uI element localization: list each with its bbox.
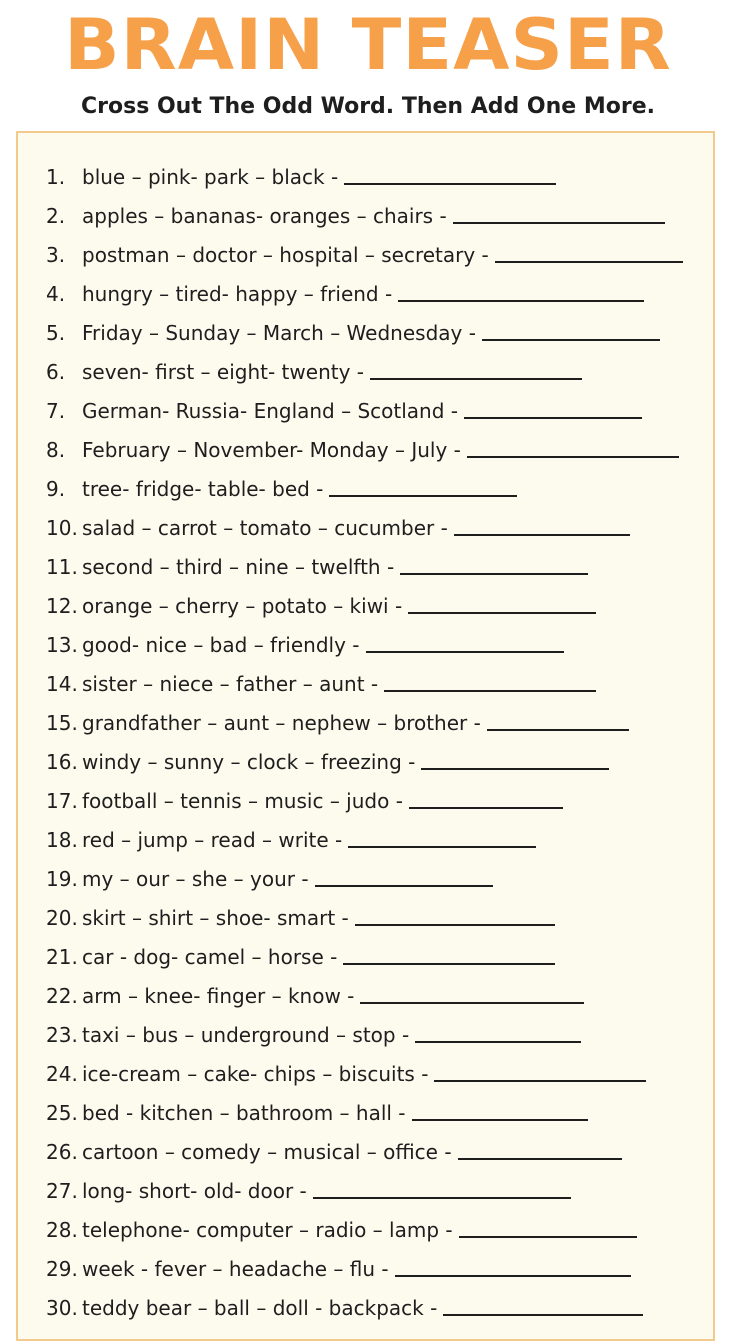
item-words: orange – cherry – potato – kiwi - [82,593,403,618]
item-number: 13. [46,632,78,657]
item-words: taxi – bus – underground – stop - [82,1022,410,1047]
answer-blank[interactable] [459,1236,637,1238]
list-item [46,742,609,781]
item-number: 30. [46,1295,78,1320]
answer-blank[interactable] [360,1002,584,1004]
item-words: Friday – Sunday – March – Wednesday - [82,320,476,345]
item-words: grandfather – aunt – nephew – brother - [82,710,481,735]
item-words: week - fever – headache – flu - [82,1256,389,1281]
answer-blank[interactable] [408,612,596,614]
answer-blank[interactable] [458,1158,622,1160]
item-number: 12. [46,593,78,618]
answer-blank[interactable] [343,963,555,965]
answer-blank[interactable] [370,378,582,380]
list-item [46,547,588,586]
item-words: red – jump – read – write - [82,827,343,852]
worksheet-instructions: Cross Out The Odd Word. Then Add One More. [81,94,655,119]
list-item [46,391,642,430]
answer-blank[interactable] [443,1314,643,1316]
list-item [46,274,644,313]
item-words: telephone- computer – radio – lamp - [82,1217,453,1242]
item-words: German- Russia- England – Scotland - [82,398,458,423]
item-words: hungry – tired- happy – friend - [82,281,393,306]
item-words: February – November- Monday – July - [82,437,461,462]
item-words: ice-cream – cake- chips – biscuits - [82,1061,429,1086]
answer-blank[interactable] [434,1080,646,1082]
answer-blank[interactable] [395,1275,631,1277]
item-number: 29. [46,1256,78,1281]
item-number: 4. [46,281,66,306]
item-words: sister – niece – father – aunt - [82,671,379,696]
item-words: second – third – nine – twelfth - [82,554,395,579]
list-item [46,1288,643,1327]
list-item [46,1171,571,1210]
item-number: 21. [46,944,78,969]
item-number: 6. [46,359,66,384]
item-number: 2. [46,203,66,228]
list-item [46,1132,622,1171]
item-number: 14. [46,671,78,696]
answer-blank[interactable] [454,534,630,536]
list-item [46,976,584,1015]
answer-blank[interactable] [384,690,596,692]
answer-blank[interactable] [409,807,563,809]
item-number: 15. [46,710,78,735]
list-item [46,937,555,976]
answer-blank[interactable] [355,924,555,926]
item-words: seven- first – eight- twenty - [82,359,364,384]
list-item [46,1015,581,1054]
answer-blank[interactable] [467,456,679,458]
list-item [46,1249,631,1288]
item-number: 3. [46,242,66,267]
answer-blank[interactable] [315,885,493,887]
list-item [46,1054,646,1093]
list-item [46,1093,588,1132]
item-number: 9. [46,476,66,501]
item-number: 25. [46,1100,78,1125]
answer-blank[interactable] [313,1197,571,1199]
item-words: teddy bear – ball – doll - backpack - [82,1295,438,1320]
list-item [46,781,563,820]
answer-blank[interactable] [453,222,665,224]
item-number: 16. [46,749,78,774]
list-item [46,898,555,937]
item-words: good- nice – bad – friendly - [82,632,360,657]
item-number: 24. [46,1061,78,1086]
item-number: 18. [46,827,78,852]
item-words: skirt – shirt – shoe- smart - [82,905,349,930]
item-words: apples – bananas- oranges – chairs - [82,203,447,228]
item-words: football – tennis – music – judo - [82,788,403,813]
list-item [46,820,536,859]
item-number: 20. [46,905,78,930]
item-words: car - dog- camel – horse - [82,944,338,969]
item-words: blue – pink- park – black - [82,164,339,189]
list-item [46,352,582,391]
item-number: 10. [46,515,78,540]
item-words: tree- fridge- table- bed - [82,476,324,501]
list-item [46,469,517,508]
list-item [46,196,665,235]
list-item [46,586,596,625]
answer-blank[interactable] [487,729,629,731]
list-item [46,703,629,742]
item-number: 27. [46,1178,78,1203]
answer-blank[interactable] [495,261,683,263]
exercise-panel [16,131,715,1341]
item-number: 11. [46,554,78,579]
item-number: 23. [46,1022,78,1047]
answer-blank[interactable] [482,339,660,341]
item-number: 28. [46,1217,78,1242]
item-number: 1. [46,164,66,189]
item-words: windy – sunny – clock – freezing - [82,749,416,774]
item-number: 17. [46,788,78,813]
list-item [46,1210,637,1249]
item-number: 7. [46,398,66,423]
list-item [46,157,556,196]
list-item [46,313,660,352]
list-item [46,430,679,469]
list-item [46,508,630,547]
answer-blank[interactable] [366,651,564,653]
item-number: 22. [46,983,78,1008]
answer-blank[interactable] [421,768,609,770]
answer-blank[interactable] [464,417,642,419]
worksheet-title: BRAIN TEASER [64,4,672,86]
list-item [46,859,493,898]
item-words: postman – doctor – hospital – secretary - [82,242,489,267]
item-words: my – our – she – your - [82,866,309,891]
item-number: 19. [46,866,78,891]
item-words: cartoon – comedy – musical – office - [82,1139,452,1164]
answer-blank[interactable] [344,183,556,185]
item-words: long- short- old- door - [82,1178,307,1203]
answer-blank[interactable] [415,1041,581,1043]
list-item [46,625,564,664]
item-words: salad – carrot – tomato – cucumber - [82,515,448,540]
list-item [46,235,683,274]
item-number: 26. [46,1139,78,1164]
answer-blank[interactable] [329,495,517,497]
answer-blank[interactable] [412,1119,588,1121]
item-number: 5. [46,320,66,345]
item-number: 8. [46,437,66,462]
answer-blank[interactable] [400,573,588,575]
item-words: bed - kitchen – bathroom – hall - [82,1100,406,1125]
answer-blank[interactable] [398,300,644,302]
item-words: arm – knee- finger – know - [82,983,355,1008]
list-item [46,664,596,703]
answer-blank[interactable] [348,846,536,848]
